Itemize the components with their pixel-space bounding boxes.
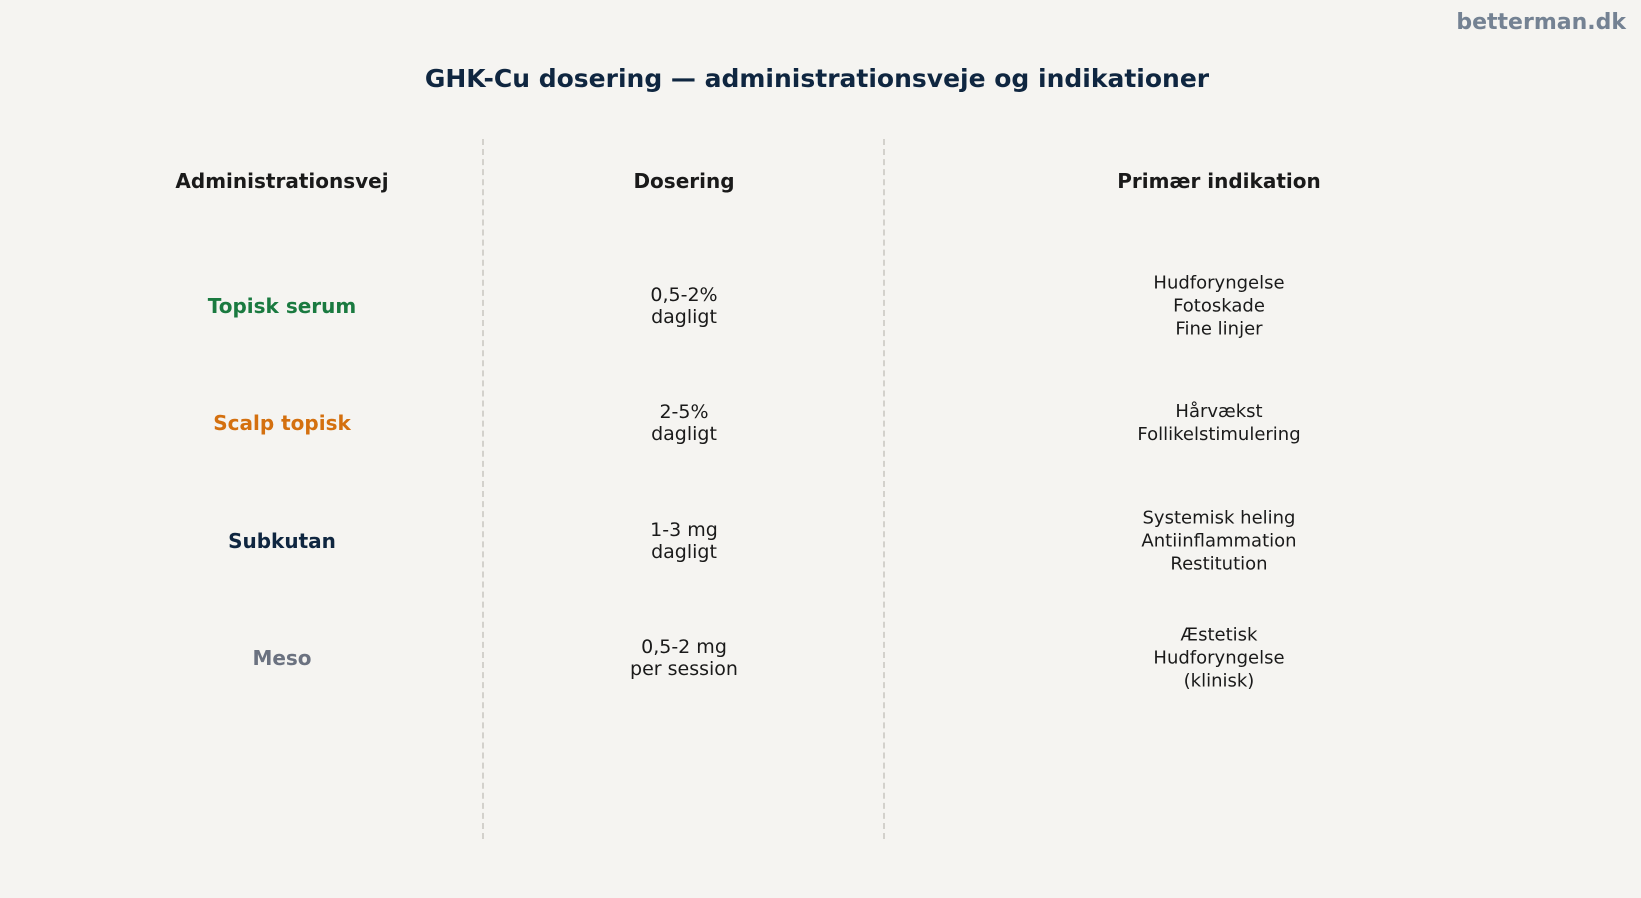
route-cell-topisk-serum: Topisk serum <box>207 294 357 318</box>
indication-line: Fine linjer <box>1175 318 1263 340</box>
dose-line: dagligt <box>651 541 717 563</box>
page-title: GHK-Cu dosering — administrationsveje og indikationer <box>424 64 1210 93</box>
route-cell-scalp-topisk: Scalp topisk <box>213 411 351 435</box>
dose-line: 1-3 mg <box>650 519 718 541</box>
indication-line: Restitution <box>1170 553 1268 575</box>
dose-line: 0,5-2 mg <box>641 636 727 658</box>
route-cell-meso: Meso <box>252 646 312 670</box>
column-divider-2 <box>883 139 885 839</box>
dose-line: dagligt <box>651 423 717 445</box>
indication-line: Systemisk heling <box>1142 507 1296 529</box>
indication-cell-meso <box>1153 624 1284 693</box>
header-dose: Dosering <box>633 169 735 193</box>
indication-cell-scalp-topisk <box>1137 400 1300 446</box>
indication-line: Fotoskade <box>1173 295 1265 317</box>
dose-line: per session <box>630 658 738 680</box>
indication-cell-subkutan <box>1141 507 1296 576</box>
column-divider-1 <box>482 139 484 839</box>
brand-logo: betterman.dk <box>1456 10 1626 35</box>
indication-line: Hårvækst <box>1175 401 1263 422</box>
indication-line: Hudforyngelse <box>1153 647 1285 669</box>
dose-cell-topisk-serum <box>650 284 717 328</box>
indication-line: Follikelstimulering <box>1137 424 1301 445</box>
dose-line: 0,5-2% <box>650 284 718 306</box>
header-indication: Primær indikation <box>1117 169 1321 193</box>
route-cell-subkutan: Subkutan <box>228 529 336 553</box>
indication-cell-topisk-serum <box>1153 272 1284 341</box>
dose-cell-meso <box>630 636 738 680</box>
dose-cell-scalp-topisk <box>651 401 717 445</box>
indication-line: (klinisk) <box>1183 670 1255 692</box>
dose-line: dagligt <box>651 306 717 328</box>
indication-line: Hudforyngelse <box>1153 272 1285 294</box>
header-route: Administrationsvej <box>175 169 389 193</box>
indication-line: Antiinflammation <box>1141 530 1297 552</box>
dose-line: 2-5% <box>659 401 709 423</box>
dose-cell-subkutan <box>650 519 718 563</box>
indication-line: Æstetisk <box>1180 624 1258 646</box>
